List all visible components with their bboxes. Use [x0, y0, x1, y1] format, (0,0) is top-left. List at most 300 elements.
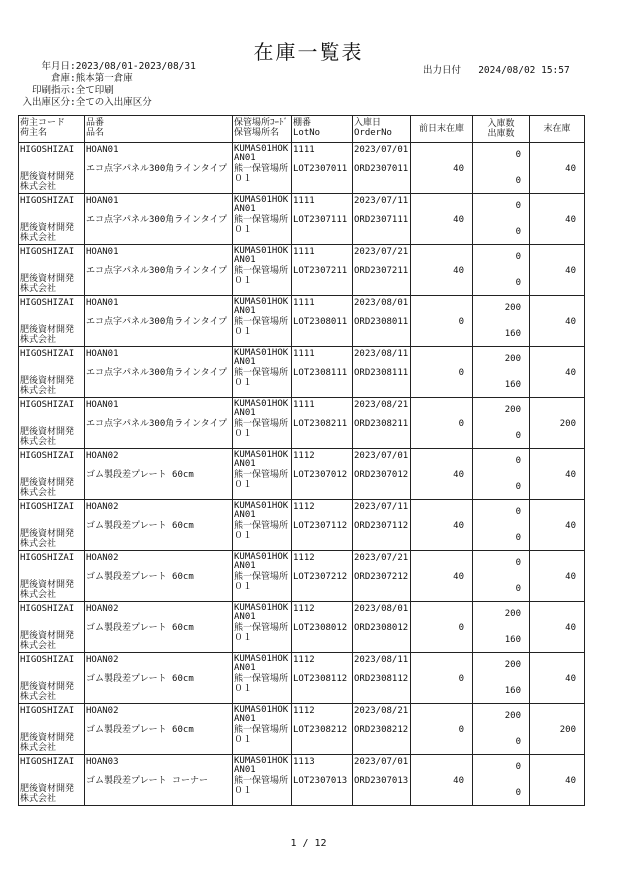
location-name: 熊一保管場所 ０１	[234, 419, 289, 439]
order-number: ORD2307112	[354, 521, 409, 531]
item-code: HOAN02	[86, 502, 119, 512]
owner-name: 肥後資材開発 株式会社	[20, 682, 75, 702]
in-date: 2023/07/11	[354, 196, 409, 206]
meta-warehouse	[38, 73, 133, 85]
location-code: KUMAS01HOK AN01	[234, 603, 289, 622]
shelf-number: 1112	[293, 706, 315, 716]
in-date: 2023/07/01	[354, 451, 409, 461]
date-order-cell	[353, 602, 411, 653]
item-name: エコ点字パネル300角ラインタイプ	[86, 317, 228, 327]
order-number: ORD2308112	[354, 674, 409, 684]
prev-stock: 40	[453, 215, 464, 225]
item-cell	[85, 704, 233, 755]
table-row	[19, 194, 585, 245]
end-stock-cell	[530, 143, 585, 194]
header-in-out: 入庫数 出庫数	[473, 116, 530, 143]
owner-code: HIGOSHIZAI	[20, 502, 75, 512]
prev-stock-cell	[411, 347, 473, 398]
item-code: HOAN02	[86, 451, 119, 461]
end-stock: 40	[565, 266, 576, 276]
item-name: エコ点字パネル300角ラインタイプ	[86, 215, 228, 225]
shelf-number: 1111	[293, 247, 315, 257]
in-qty: 200	[504, 354, 521, 364]
out-qty: 0	[515, 227, 521, 237]
in-out-cell	[473, 551, 530, 602]
prev-stock: 40	[453, 776, 464, 786]
in-date: 2023/08/01	[354, 604, 409, 614]
owner-name: 肥後資材開発 株式会社	[20, 223, 75, 243]
item-name: ゴム製段差プレート コーナー	[86, 776, 209, 786]
location-name: 熊一保管場所 ０１	[234, 164, 289, 184]
prev-stock: 0	[458, 674, 464, 684]
item-name: ゴム製段差プレート 60cm	[86, 623, 194, 633]
out-qty: 0	[515, 788, 521, 798]
owner-cell	[19, 194, 85, 245]
in-out-cell	[473, 245, 530, 296]
date-order-cell	[353, 143, 411, 194]
end-stock-cell	[530, 704, 585, 755]
owner-cell	[19, 296, 85, 347]
location-code: KUMAS01HOK AN01	[234, 246, 289, 265]
location-name: 熊一保管場所 ０１	[234, 368, 289, 388]
owner-cell	[19, 347, 85, 398]
in-qty: 0	[515, 201, 521, 211]
item-code: HOAN01	[86, 247, 119, 257]
item-cell	[85, 245, 233, 296]
end-stock: 40	[565, 368, 576, 378]
table-row	[19, 449, 585, 500]
item-cell	[85, 194, 233, 245]
in-qty: 0	[515, 507, 521, 517]
item-code: HOAN02	[86, 706, 119, 716]
meta-label: 年月日	[41, 61, 70, 72]
table-header	[19, 116, 585, 143]
table-row	[19, 602, 585, 653]
meta-value: :全ての入出庫区分	[70, 97, 152, 108]
out-qty: 160	[504, 329, 521, 339]
date-order-cell	[353, 398, 411, 449]
location-cell	[233, 296, 292, 347]
in-out-cell	[473, 449, 530, 500]
location-cell	[233, 398, 292, 449]
prev-stock: 40	[453, 470, 464, 480]
prev-stock-cell	[411, 551, 473, 602]
location-name: 熊一保管場所 ０１	[234, 317, 289, 337]
location-code: KUMAS01HOK AN01	[234, 399, 289, 418]
item-cell	[85, 398, 233, 449]
order-number: ORD2308011	[354, 317, 409, 327]
location-cell	[233, 347, 292, 398]
owner-cell	[19, 653, 85, 704]
end-stock: 40	[565, 776, 576, 786]
location-cell	[233, 755, 292, 806]
owner-code: HIGOSHIZAI	[20, 655, 75, 665]
location-cell	[233, 500, 292, 551]
end-stock-cell	[530, 449, 585, 500]
item-cell	[85, 653, 233, 704]
prev-stock: 0	[458, 317, 464, 327]
location-name: 熊一保管場所 ０１	[234, 470, 289, 490]
owner-code: HIGOSHIZAI	[20, 196, 75, 206]
in-out-cell	[473, 194, 530, 245]
lot-number: LOT2307011	[293, 164, 348, 174]
in-date: 2023/07/21	[354, 553, 409, 563]
in-out-cell	[473, 347, 530, 398]
item-code: HOAN02	[86, 553, 119, 563]
lot-number: LOT2307212	[293, 572, 348, 582]
in-out-cell	[473, 500, 530, 551]
shelf-number: 1112	[293, 655, 315, 665]
table-row	[19, 704, 585, 755]
in-date: 2023/08/01	[354, 298, 409, 308]
out-qty: 160	[504, 380, 521, 390]
header-item: 品番 品名	[85, 116, 233, 143]
item-code: HOAN02	[86, 604, 119, 614]
item-cell	[85, 755, 233, 806]
prev-stock: 40	[453, 572, 464, 582]
shelf-lot-cell	[292, 296, 353, 347]
location-code: KUMAS01HOK AN01	[234, 705, 289, 724]
shelf-lot-cell	[292, 347, 353, 398]
shelf-number: 1113	[293, 757, 315, 767]
meta-print-instruction	[22, 85, 114, 97]
output-date-label: 出力日付	[423, 65, 462, 76]
in-date: 2023/07/01	[354, 145, 409, 155]
meta-label: 倉庫	[50, 73, 70, 84]
shelf-lot-cell	[292, 602, 353, 653]
item-code: HOAN01	[86, 196, 119, 206]
order-number: ORD2308212	[354, 725, 409, 735]
prev-stock-cell	[411, 296, 473, 347]
header-shelf-lot: 棚番 LotNo	[292, 116, 353, 143]
in-qty: 200	[504, 405, 521, 415]
owner-cell	[19, 398, 85, 449]
item-name: ゴム製段差プレート 60cm	[86, 674, 194, 684]
end-stock: 40	[565, 674, 576, 684]
location-name: 熊一保管場所 ０１	[234, 572, 289, 592]
owner-name: 肥後資材開発 株式会社	[20, 580, 75, 600]
end-stock-cell	[530, 296, 585, 347]
header-owner: 荷主コード 荷主名	[19, 116, 85, 143]
owner-code: HIGOSHIZAI	[20, 553, 75, 563]
end-stock: 40	[565, 572, 576, 582]
in-out-cell	[473, 143, 530, 194]
order-number: ORD2307011	[354, 164, 409, 174]
in-qty: 0	[515, 150, 521, 160]
in-out-cell	[473, 296, 530, 347]
lot-number: LOT2307013	[293, 776, 348, 786]
owner-cell	[19, 551, 85, 602]
shelf-number: 1112	[293, 604, 315, 614]
table-row	[19, 398, 585, 449]
owner-code: HIGOSHIZAI	[20, 400, 75, 410]
owner-cell	[19, 245, 85, 296]
table-body	[19, 143, 585, 806]
end-stock: 40	[565, 317, 576, 327]
shelf-number: 1112	[293, 502, 315, 512]
shelf-lot-cell	[292, 398, 353, 449]
table-row	[19, 653, 585, 704]
item-code: HOAN01	[86, 400, 119, 410]
lot-number: LOT2307012	[293, 470, 348, 480]
prev-stock: 0	[458, 725, 464, 735]
in-qty: 0	[515, 252, 521, 262]
end-stock: 40	[565, 215, 576, 225]
location-code: KUMAS01HOK AN01	[234, 195, 289, 214]
prev-stock: 0	[458, 419, 464, 429]
meta-value: :2023/08/01-2023/08/31	[70, 61, 196, 72]
location-cell	[233, 245, 292, 296]
in-out-cell	[473, 755, 530, 806]
item-name: エコ点字パネル300角ラインタイプ	[86, 164, 228, 174]
location-code: KUMAS01HOK AN01	[234, 756, 289, 775]
location-cell	[233, 143, 292, 194]
end-stock-cell	[530, 347, 585, 398]
end-stock-cell	[530, 653, 585, 704]
order-number: ORD2308012	[354, 623, 409, 633]
in-qty: 0	[515, 456, 521, 466]
report-title: 在庫一覧表	[253, 40, 364, 64]
shelf-number: 1112	[293, 553, 315, 563]
item-name: エコ点字パネル300角ラインタイプ	[86, 419, 228, 429]
location-code: KUMAS01HOK AN01	[234, 348, 289, 367]
output-date	[423, 62, 570, 76]
out-qty: 0	[515, 431, 521, 441]
owner-cell	[19, 449, 85, 500]
location-code: KUMAS01HOK AN01	[234, 450, 289, 469]
location-code: KUMAS01HOK AN01	[234, 144, 289, 163]
prev-stock-cell	[411, 143, 473, 194]
prev-stock: 40	[453, 521, 464, 531]
lot-number: LOT2308211	[293, 419, 348, 429]
date-order-cell	[353, 704, 411, 755]
item-code: HOAN02	[86, 655, 119, 665]
header-prev-stock: 前日末在庫	[411, 116, 473, 143]
header-end-stock: 末在庫	[530, 116, 585, 143]
out-qty: 0	[515, 176, 521, 186]
in-out-cell	[473, 704, 530, 755]
in-date: 2023/07/11	[354, 502, 409, 512]
lot-number: LOT2308112	[293, 674, 348, 684]
end-stock: 40	[565, 164, 576, 174]
out-qty: 0	[515, 737, 521, 747]
shelf-lot-cell	[292, 653, 353, 704]
end-stock-cell	[530, 245, 585, 296]
owner-code: HIGOSHIZAI	[20, 757, 75, 767]
order-number: ORD2307211	[354, 266, 409, 276]
meta-value: :熊本第一倉庫	[70, 73, 133, 84]
item-name: ゴム製段差プレート 60cm	[86, 572, 194, 582]
order-number: ORD2308211	[354, 419, 409, 429]
shelf-number: 1111	[293, 145, 315, 155]
item-cell	[85, 602, 233, 653]
end-stock: 40	[565, 521, 576, 531]
lot-number: LOT2308012	[293, 623, 348, 633]
location-name: 熊一保管場所 ０１	[234, 521, 289, 541]
shelf-number: 1111	[293, 298, 315, 308]
date-order-cell	[353, 653, 411, 704]
item-name: エコ点字パネル300角ラインタイプ	[86, 266, 228, 276]
prev-stock: 0	[458, 368, 464, 378]
order-number: ORD2307012	[354, 470, 409, 480]
owner-name: 肥後資材開発 株式会社	[20, 172, 75, 192]
in-out-cell	[473, 398, 530, 449]
prev-stock: 40	[453, 164, 464, 174]
location-name: 熊一保管場所 ０１	[234, 674, 289, 694]
in-date: 2023/08/11	[354, 349, 409, 359]
owner-code: HIGOSHIZAI	[20, 145, 75, 155]
meta-label: 入出庫区分	[22, 97, 70, 108]
out-qty: 0	[515, 533, 521, 543]
item-name: ゴム製段差プレート 60cm	[86, 470, 194, 480]
shelf-number: 1111	[293, 196, 315, 206]
in-qty: 200	[504, 711, 521, 721]
lot-number: LOT2308212	[293, 725, 348, 735]
owner-cell	[19, 500, 85, 551]
end-stock: 200	[559, 725, 576, 735]
shelf-lot-cell	[292, 245, 353, 296]
in-date: 2023/08/21	[354, 706, 409, 716]
table-row	[19, 755, 585, 806]
item-cell	[85, 449, 233, 500]
lot-number: LOT2307111	[293, 215, 348, 225]
shelf-number: 1111	[293, 400, 315, 410]
output-date-value: 2024/08/02 15:57	[478, 65, 570, 76]
in-qty: 200	[504, 609, 521, 619]
prev-stock: 0	[458, 623, 464, 633]
date-order-cell	[353, 194, 411, 245]
owner-cell	[19, 602, 85, 653]
item-cell	[85, 143, 233, 194]
header-date-order: 入庫日 OrderNo	[353, 116, 411, 143]
lot-number: LOT2307211	[293, 266, 348, 276]
item-cell	[85, 296, 233, 347]
owner-name: 肥後資材開発 株式会社	[20, 427, 75, 447]
location-code: KUMAS01HOK AN01	[234, 654, 289, 673]
location-cell	[233, 194, 292, 245]
date-order-cell	[353, 755, 411, 806]
owner-code: HIGOSHIZAI	[20, 349, 75, 359]
table-row	[19, 500, 585, 551]
location-cell	[233, 653, 292, 704]
prev-stock-cell	[411, 398, 473, 449]
in-date: 2023/07/01	[354, 757, 409, 767]
owner-name: 肥後資材開発 株式会社	[20, 733, 75, 753]
table-row	[19, 143, 585, 194]
item-name: ゴム製段差プレート 60cm	[86, 725, 194, 735]
shelf-lot-cell	[292, 194, 353, 245]
shelf-lot-cell	[292, 551, 353, 602]
owner-name: 肥後資材開発 株式会社	[20, 529, 75, 549]
location-code: KUMAS01HOK AN01	[234, 501, 289, 520]
in-out-cell	[473, 653, 530, 704]
location-name: 熊一保管場所 ０１	[234, 266, 289, 286]
owner-code: HIGOSHIZAI	[20, 298, 75, 308]
location-cell	[233, 704, 292, 755]
item-code: HOAN01	[86, 298, 119, 308]
owner-name: 肥後資材開発 株式会社	[20, 478, 75, 498]
out-qty: 160	[504, 635, 521, 645]
owner-code: HIGOSHIZAI	[20, 604, 75, 614]
end-stock: 200	[559, 419, 576, 429]
shelf-number: 1112	[293, 451, 315, 461]
owner-name: 肥後資材開発 株式会社	[20, 784, 75, 804]
owner-cell	[19, 755, 85, 806]
prev-stock-cell	[411, 653, 473, 704]
prev-stock-cell	[411, 194, 473, 245]
end-stock-cell	[530, 551, 585, 602]
location-name: 熊一保管場所 ０１	[234, 623, 289, 643]
item-code: HOAN03	[86, 757, 119, 767]
prev-stock: 40	[453, 266, 464, 276]
owner-name: 肥後資材開発 株式会社	[20, 274, 75, 294]
location-cell	[233, 449, 292, 500]
end-stock: 40	[565, 470, 576, 480]
shelf-number: 1111	[293, 349, 315, 359]
item-code: HOAN01	[86, 349, 119, 359]
item-cell	[85, 347, 233, 398]
meta-value: :全て印刷	[70, 85, 114, 96]
out-qty: 0	[515, 584, 521, 594]
in-date: 2023/08/21	[354, 400, 409, 410]
owner-code: HIGOSHIZAI	[20, 451, 75, 461]
owner-cell	[19, 143, 85, 194]
owner-code: HIGOSHIZAI	[20, 247, 75, 257]
location-name: 熊一保管場所 ０１	[234, 776, 289, 796]
end-stock: 40	[565, 623, 576, 633]
meta-date-range	[38, 61, 196, 73]
end-stock-cell	[530, 602, 585, 653]
prev-stock-cell	[411, 602, 473, 653]
location-cell	[233, 551, 292, 602]
end-stock-cell	[530, 398, 585, 449]
owner-name: 肥後資材開発 株式会社	[20, 325, 75, 345]
lot-number: LOT2308011	[293, 317, 348, 327]
prev-stock-cell	[411, 500, 473, 551]
shelf-lot-cell	[292, 755, 353, 806]
owner-name: 肥後資材開発 株式会社	[20, 631, 75, 651]
out-qty: 0	[515, 482, 521, 492]
location-cell	[233, 602, 292, 653]
item-cell	[85, 500, 233, 551]
in-date: 2023/07/21	[354, 247, 409, 257]
in-qty: 200	[504, 303, 521, 313]
location-name: 熊一保管場所 ０１	[234, 215, 289, 235]
in-qty: 0	[515, 762, 521, 772]
in-out-cell	[473, 602, 530, 653]
order-number: ORD2307212	[354, 572, 409, 582]
location-code: KUMAS01HOK AN01	[234, 552, 289, 571]
page-number: 1 / 12	[290, 838, 327, 849]
table-row	[19, 245, 585, 296]
owner-code: HIGOSHIZAI	[20, 706, 75, 716]
date-order-cell	[353, 347, 411, 398]
table-row	[19, 347, 585, 398]
in-qty: 0	[515, 558, 521, 568]
date-order-cell	[353, 551, 411, 602]
out-qty: 0	[515, 278, 521, 288]
item-cell	[85, 551, 233, 602]
meta-inout-category	[22, 97, 152, 109]
prev-stock-cell	[411, 449, 473, 500]
item-name: ゴム製段差プレート 60cm	[86, 521, 194, 531]
prev-stock-cell	[411, 755, 473, 806]
date-order-cell	[353, 296, 411, 347]
meta-label: 印刷指示	[31, 85, 70, 96]
owner-name: 肥後資材開発 株式会社	[20, 376, 75, 396]
location-code: KUMAS01HOK AN01	[234, 297, 289, 316]
out-qty: 160	[504, 686, 521, 696]
